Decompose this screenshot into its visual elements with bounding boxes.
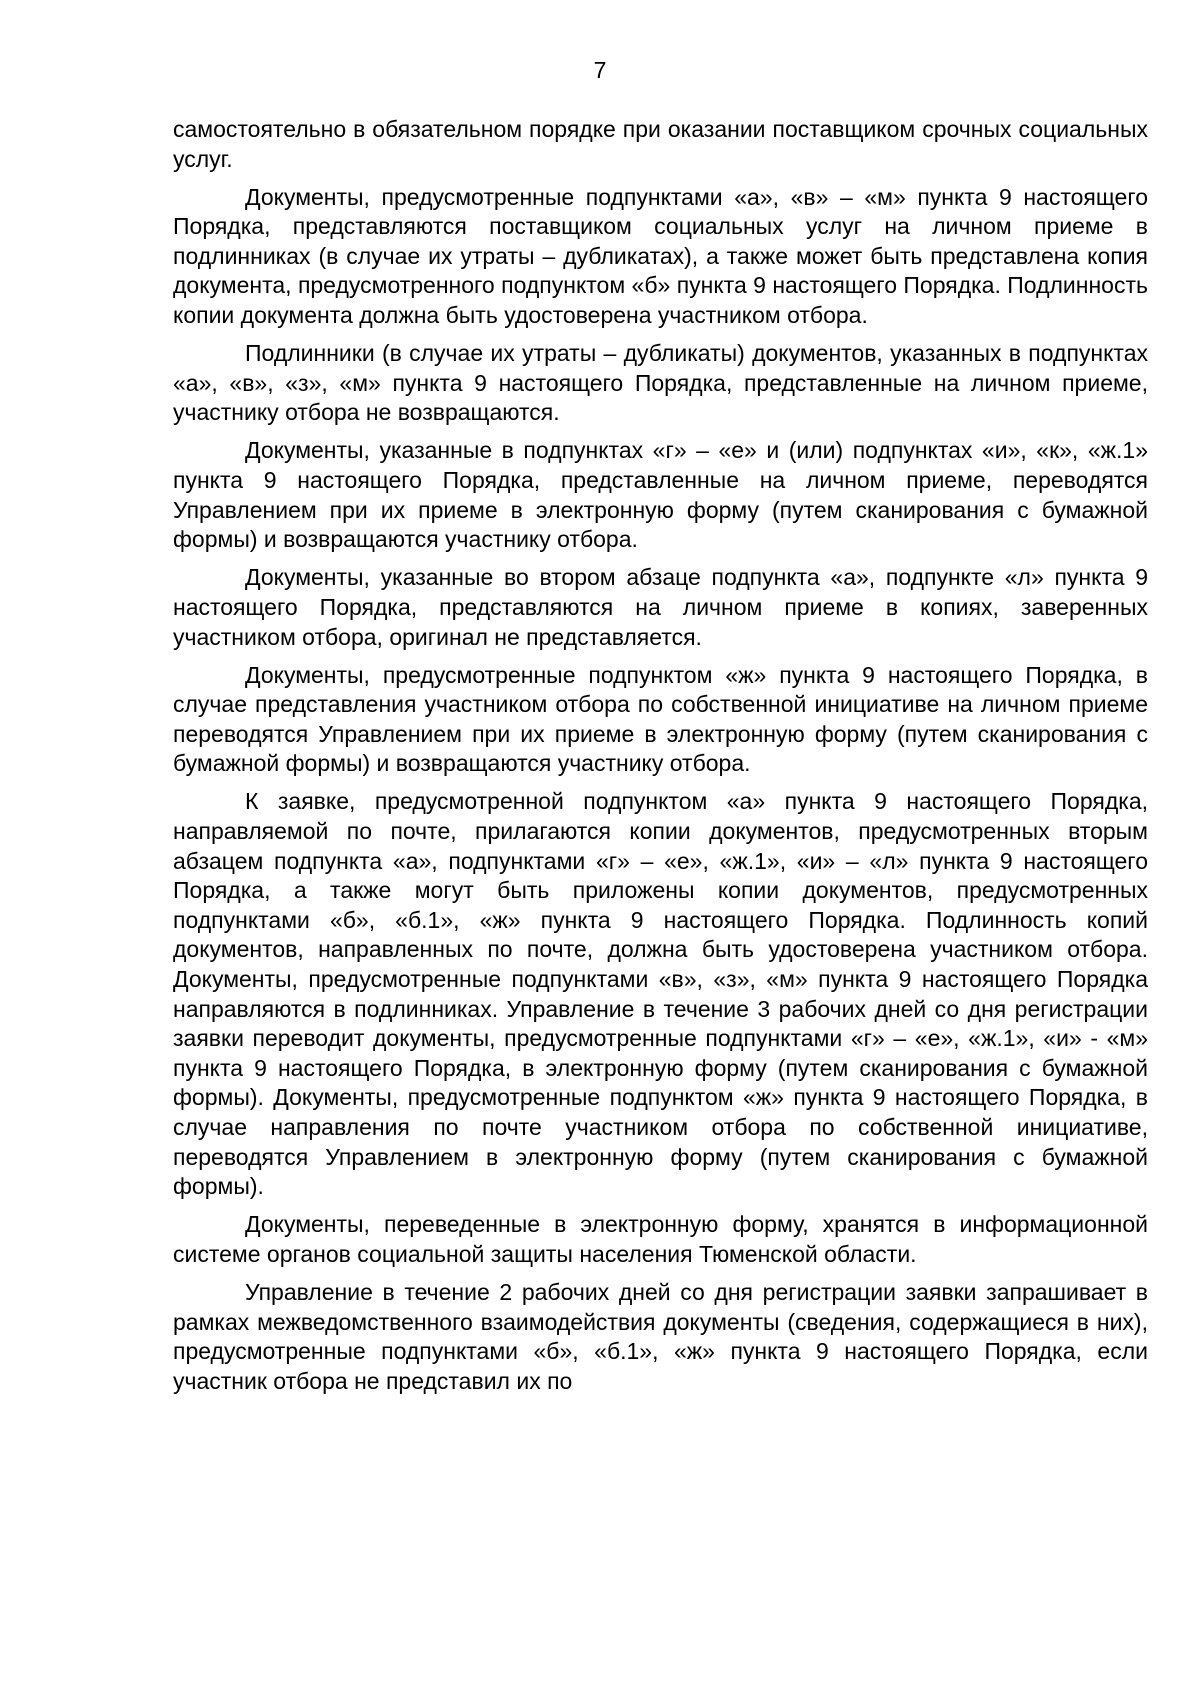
paragraph: Документы, указанные во втором абзаце подпункта «а», подпункте «л» пункта 9 настоящего Порядка, представляются на личном приеме в копиях, заверенных участником отбора, оригинал не представляется. [173, 564, 1148, 650]
paragraph: Документы, переведенные в электронную форму, хранятся в информационной системе органов социальной защиты населения Тюменской области. [173, 1211, 1148, 1267]
document-body [173, 115, 1148, 1405]
paragraph: Документы, предусмотренные подпунктами «а», «в» – «м» пункта 9 настоящего Порядка, представляются поставщиком социальных услуг на личном приеме в подлинниках (в случае их утраты – дубликатах), а также может быть представлена копия документа, предусмотренного подпунктом «б» пункта 9 настоящего Порядка. Подлинность копии документа должна быть удостоверена участником отбора. [173, 183, 1148, 329]
paragraph-continuation: самостоятельно в обязательном порядке при оказании поставщиком срочных социальных услуг. [173, 116, 1148, 172]
paragraph: Подлинники (в случае их утраты – дубликаты) документов, указанных в подпунктах «а», «в», «з», «м» пункта 9 настоящего Порядка, представленные на личном приеме, участнику отбора не возвращаются. [173, 340, 1148, 426]
paragraph: К заявке, предусмотренной подпунктом «а» пункта 9 настоящего Порядка, направляемой по почте, прилагаются копии документов, предусмотренных вторым абзацем подпункта «а», подпунктами «г» – «е», «ж.1», «и» – «л» пункта 9 настоящего Порядка, а также могут быть приложены копии документов, предусмотренных подпунктами «б», «б.1», «ж» пункта 9 настоящего Порядка. Подлинность копий документов, направленных по почте, должна быть удостоверена участником отбора. Документы, предусмотренные подпунктами «в», «з», «м» пункта 9 настоящего Порядка направляются в подлинниках. Управление в течение 3 рабочих дней со дня регистрации заявки переводит документы, предусмотренные подпунктами «г» – «е», «ж.1», «и» - «м» пункта 9 настоящего Порядка, в электронную форму (путем сканирования с бумажной формы). Документы, предусмотренные подпунктом «ж» пункта 9 настоящего Порядка, в случае направления по почте участником отбора по собственной инициативе, переводятся Управлением в электронную форму (путем сканирования с бумажной формы). [173, 788, 1148, 1200]
paragraph: Управление в течение 2 рабочих дней со дня регистрации заявки запрашивает в рамках межведомственного взаимодействия документы (сведения, содержащиеся в них), предусмотренные подпунктами «б», «б.1», «ж» пункта 9 настоящего Порядка, если участник отбора не представил их по [173, 1278, 1148, 1394]
paragraph: Документы, предусмотренные подпунктом «ж» пункта 9 настоящего Порядка, в случае представления участником отбора по собственной инициативе на личном приеме переводятся Управлением при их приеме в электронную форму (путем сканирования с бумажной формы) и возвращаются участнику отбора. [173, 661, 1148, 777]
page-number: 7 [593, 57, 607, 83]
paragraph: Документы, указанные в подпунктах «г» – «е» и (или) подпунктах «и», «к», «ж.1» пункта 9 настоящего Порядка, представленные на личном приеме, переводятся Управлением при их приеме в электронную форму (путем сканирования с бумажной формы) и возвращаются участнику отбора. [173, 437, 1148, 553]
